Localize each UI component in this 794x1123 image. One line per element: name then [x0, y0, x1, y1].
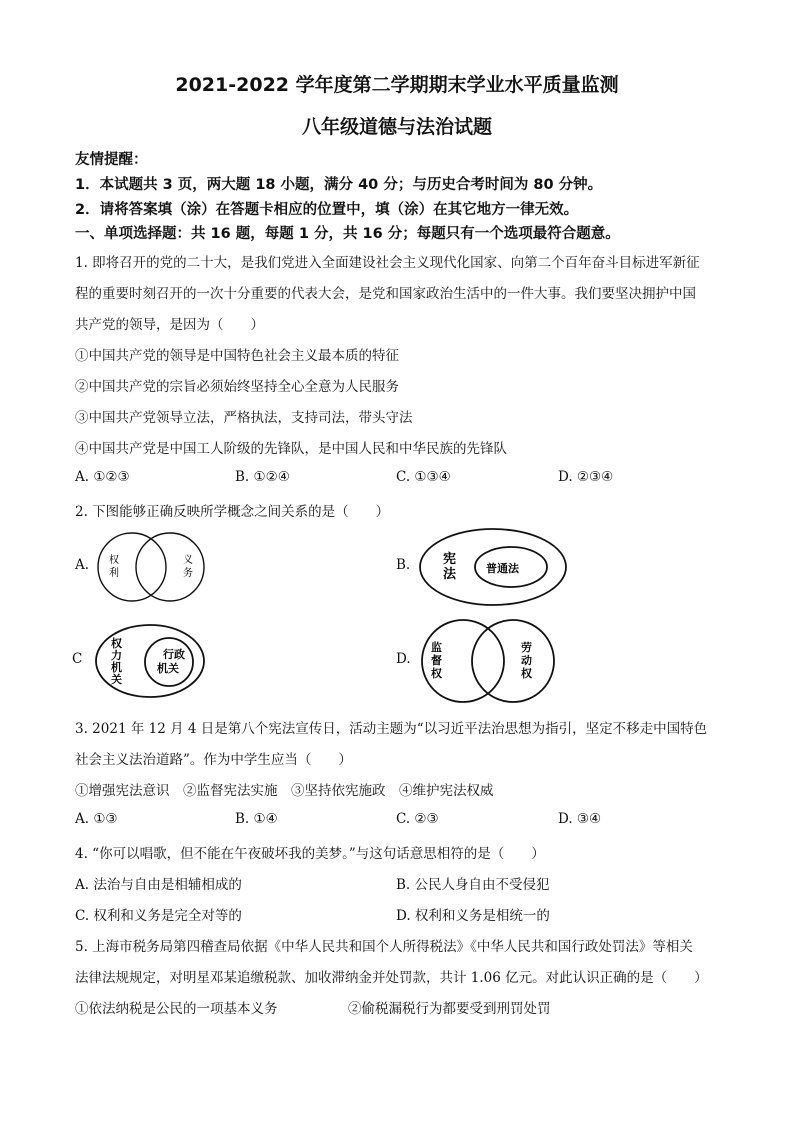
venn-diagram-a — [95, 530, 210, 605]
diagram-c-outer-char-3: 机 — [111, 661, 122, 674]
q1-statement-2: ②中国共产党的宗旨必须始终坚持全心全意为人民服务 — [75, 379, 399, 395]
notice-line-2: 2．请将答案填（涂）在答题卡相应的位置中，填（涂）在其它地方一律无效。 — [75, 202, 579, 218]
q1-option-b: B. ①②④ — [235, 469, 290, 485]
q4-stem: 4. “你可以唱歌，但不能在午夜破坏我的美梦。”与这句话意思相符的是（ ） — [75, 846, 545, 862]
q2-stem: 2. 下图能够正确反映所学概念之间关系的是（ ） — [75, 504, 390, 520]
diagram-c-outer-char-2: 力 — [111, 649, 122, 662]
diagram-a-left-char-2: 利 — [109, 568, 119, 579]
diagram-a-right-char-2: 务 — [183, 568, 193, 579]
diagram-c-outer-char-1: 权 — [111, 637, 122, 650]
diagram-c-inner-char-1: 行 — [163, 648, 174, 661]
venn-diagram-d — [418, 617, 558, 705]
q4-option-c: C. 权利和义务是完全对等的 — [75, 908, 242, 924]
diagram-d-left-char-2: 督 — [431, 654, 442, 667]
exam-title: 2021-2022 学年度第二学期期末学业水平质量监测 — [175, 74, 619, 96]
q5-stem-line-1: 5. 上海市税务局第四稽查局依据《中华人民共和国个人所得税法》《中华人民共和国行政处罚法》等相关 — [75, 939, 693, 955]
q4-option-b: B. 公民人身自由不受侵犯 — [396, 877, 550, 893]
q4-option-d: D. 权利和义务是相统一的 — [396, 908, 550, 924]
q1-statement-3: ③中国共产党领导立法，严格执法，支持司法，带头守法 — [75, 410, 413, 426]
q5-statement-1: ①依法纳税是公民的一项基本义务 — [75, 1001, 278, 1017]
q3-option-b: B. ①④ — [235, 811, 278, 827]
q2-label-c: C — [72, 651, 83, 667]
diagram-a-left-char-1: 权 — [109, 555, 119, 566]
q3-statements: ①增强宪法意识 ②监督宪法实施 ③坚持依宪施政 ④维护宪法权威 — [75, 783, 494, 799]
notice-heading: 友情提醒： — [75, 152, 148, 168]
section-heading: 一、单项选择题：共 16 题，每题 1 分，共 16 分；每题只有一个选项最符合题意。 — [75, 226, 620, 242]
q5-statement-2: ②偷税漏税行为都要受到刑罚处罚 — [348, 1001, 551, 1017]
notice-line-1: 1．本试题共 3 页，两大题 18 小题，满分 40 分；与历史合考时间为 80 分钟。 — [75, 177, 603, 193]
diagram-d-right-char-2: 动 — [521, 654, 532, 667]
diagram-c-outer-char-4: 关 — [111, 673, 122, 686]
q1-stem-line-2: 程的重要时刻召开的一次十分重要的代表大会，是党和国家政治生活中的一件大事。我们要坚决拥护中国 — [75, 286, 696, 302]
q3-option-d: D. ③④ — [558, 811, 602, 827]
q1-statement-1: ①中国共产党的领导是中国特色社会主义最本质的特征 — [75, 348, 399, 364]
q4-option-a: A. 法治与自由是相辅相成的 — [75, 877, 242, 893]
q3-stem-line-1: 3. 2021 年 12 月 4 日是第八个宪法宣传日，活动主题为“以习近平法治思想为指引，坚定不移走中国特色 — [75, 721, 708, 737]
diagram-d-left-char-3: 权 — [431, 667, 442, 680]
exam-subtitle: 八年级道德与法治试题 — [301, 116, 492, 138]
q1-statement-4: ④中国共产党是中国工人阶级的先锋队，是中国人民和中华民族的先锋队 — [75, 441, 507, 457]
q1-option-c: C. ①③④ — [396, 469, 451, 485]
venn-diagram-c — [93, 622, 211, 700]
diagram-b-outer-char-1: 宪 — [443, 552, 457, 567]
q1-stem-line-3: 共产党的领导，是因为（ ） — [75, 317, 264, 333]
diagram-d-right-char-3: 权 — [521, 667, 532, 680]
diagram-c-inner-char-3: 机关 — [157, 662, 179, 675]
q5-stem-line-2: 法律法规规定，对明星邓某追缴税款、加收滞纳金并处罚款，共计 1.06 亿元。对此认识正确的是（ ） — [75, 970, 708, 986]
diagram-c-inner-char-2: 政 — [174, 648, 185, 661]
q1-option-a: A. ①②③ — [75, 469, 130, 485]
q1-option-d: D. ②③④ — [558, 469, 614, 485]
q3-option-c: C. ②③ — [396, 811, 439, 827]
q2-label-b: B. — [396, 557, 411, 573]
diagram-b-inner-label: 普通法 — [486, 562, 519, 575]
diagram-d-left-char-1: 监 — [431, 641, 442, 654]
q3-stem-line-2: 社会主义法治道路”。作为中学生应当（ ） — [75, 752, 352, 768]
q2-label-a: A. — [75, 557, 90, 573]
q1-stem-line-1: 1. 即将召开的党的二十大，是我们党进入全面建设社会主义现代化国家、向第二个百年奋斗目标进军新征 — [75, 255, 700, 271]
q3-option-a: A. ①③ — [75, 811, 118, 827]
diagram-b-outer-char-2: 法 — [443, 567, 457, 582]
q2-label-d: D. — [396, 651, 411, 667]
diagram-d-right-char-1: 劳 — [521, 641, 532, 654]
venn-diagram-b — [418, 527, 570, 607]
diagram-a-right-char-1: 义 — [183, 555, 193, 566]
